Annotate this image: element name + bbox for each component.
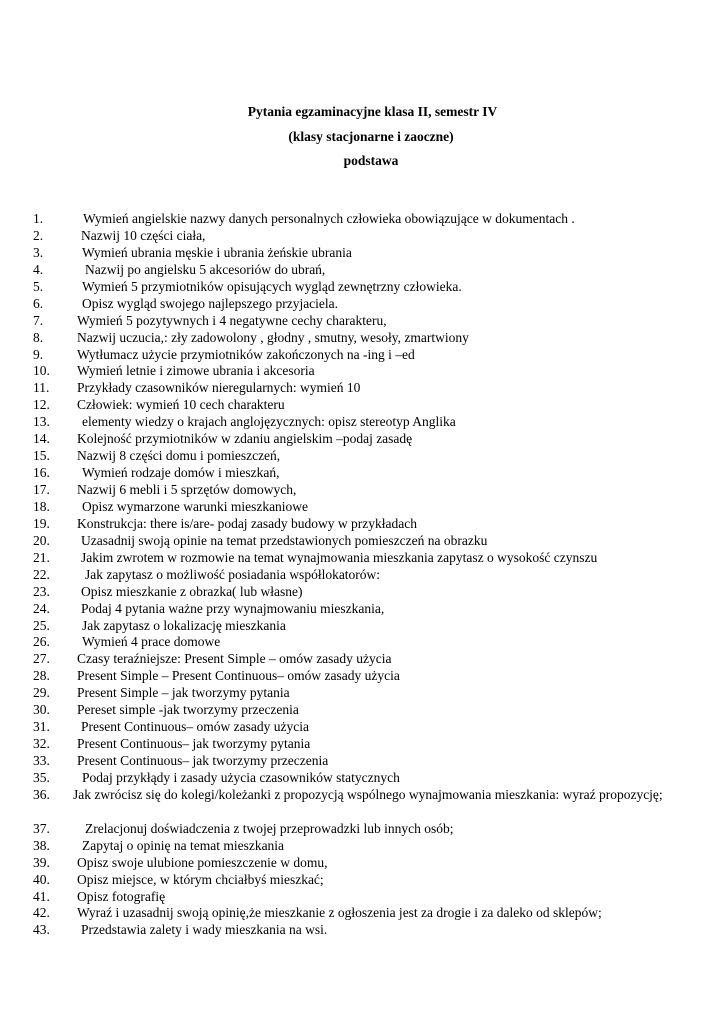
- item-number: 24.: [33, 600, 50, 616]
- item-text: elementy wiedzy o krajach anglojęzycznych: opisz stereotyp Anglika: [82, 414, 456, 430]
- item-text: Present Simple – jak tworzymy pytania: [77, 685, 290, 701]
- list-item: [33, 499, 693, 516]
- list-item: [33, 262, 693, 279]
- list-item: [33, 431, 693, 448]
- list-item: [33, 668, 693, 685]
- item-number: 3.: [33, 244, 44, 260]
- list-item: [33, 719, 693, 736]
- item-text: Opisz swoje ulubione pomieszczenie w domu,: [77, 854, 328, 870]
- item-number: 31.: [33, 719, 50, 735]
- list-item: [33, 414, 693, 431]
- item-number: 38.: [33, 837, 50, 853]
- list-item: [33, 245, 693, 262]
- list-item: [33, 634, 693, 651]
- item-number: 22.: [33, 566, 50, 582]
- item-text: Zrelacjonuj doświadczenia z twojej przeprowadzki lub innych osób;: [85, 820, 454, 836]
- item-number: 43.: [33, 922, 50, 938]
- list-item: [33, 330, 693, 347]
- item-text: Czasy teraźniejsze: Present Simple – omów zasady użycia: [77, 651, 392, 667]
- list-item: [33, 838, 693, 855]
- list-item: [33, 516, 693, 533]
- item-text: Opisz fotografię: [77, 888, 166, 904]
- item-number: 6.: [33, 295, 44, 311]
- list-item: [33, 279, 693, 296]
- list-item: [33, 584, 693, 601]
- list-item: [33, 380, 693, 397]
- item-text: Opisz mieszkanie z obrazka( lub własne): [81, 583, 303, 599]
- item-text: Wyraź i uzasadnij swoją opinię,że mieszkanie z ogłoszenia jest za drogie i za daleko od sklepów;: [77, 905, 602, 921]
- list-item: [33, 872, 693, 889]
- item-number: 29.: [33, 685, 50, 701]
- item-number: 28.: [33, 668, 50, 684]
- item-text: Present Continuous– jak tworzymy przeczenia: [77, 753, 329, 768]
- item-number: 30.: [33, 702, 50, 718]
- item-number: 33.: [33, 753, 50, 768]
- list-item: [33, 601, 693, 618]
- item-text: Nazwij po angielsku 5 akcesoriów do ubrań,: [85, 261, 326, 277]
- item-number: 8.: [33, 329, 44, 345]
- list-item: [33, 313, 693, 330]
- item-number: 2.: [33, 227, 44, 243]
- item-number: 15.: [33, 448, 50, 464]
- item-number: 1.: [33, 211, 44, 226]
- item-number: 20.: [33, 532, 50, 548]
- document-level: podstawa: [343, 153, 399, 168]
- list-item: [33, 296, 693, 313]
- item-number: 26.: [33, 634, 50, 650]
- list-item: [33, 855, 693, 872]
- list-item: [33, 922, 693, 939]
- item-number: 39.: [33, 854, 50, 870]
- item-number: 12.: [33, 397, 50, 413]
- item-text: Przykłady czasowników nieregularnych: wymień 10: [77, 380, 361, 396]
- list-item: [33, 482, 693, 499]
- list-item: [33, 905, 693, 922]
- list-item: [33, 211, 693, 228]
- item-text: Present Simple – Present Continuous– omów zasady użycia: [77, 668, 400, 684]
- item-number: 41.: [33, 888, 50, 904]
- document-subtitle: (klasy stacjonarne i zaoczne): [288, 128, 454, 144]
- list-item: [33, 685, 693, 702]
- item-text: Wytłumacz użycie przymiotników zakończonych na -ing i –ed: [77, 346, 415, 362]
- item-number: 27.: [33, 651, 50, 667]
- document-header: [0, 103, 725, 177]
- item-number: 35.: [33, 769, 50, 785]
- list-item: [33, 889, 693, 906]
- item-text: Podaj 4 pytania ważne przy wynajmowaniu mieszkania,: [81, 600, 385, 616]
- item-text: Kolejność przymiotników w zdaniu angielskim –podaj zasadę: [77, 431, 413, 447]
- item-text: Wymień ubrania męskie i ubrania żeńskie ubrania: [82, 244, 352, 260]
- item-number: 23.: [33, 583, 50, 599]
- item-number: 19.: [33, 515, 50, 531]
- list-item: [33, 787, 693, 821]
- list-item: [33, 550, 693, 567]
- item-number: 13.: [33, 414, 50, 430]
- item-text: Wymień rodzaje domów i mieszkań,: [82, 465, 280, 481]
- item-text: Present Continuous– jak tworzymy pytania: [77, 736, 311, 752]
- list-item: [33, 736, 693, 753]
- item-text: Opisz wygląd swojego najlepszego przyjaciela.: [82, 295, 339, 311]
- item-number: 17.: [33, 482, 50, 497]
- item-text: Konstrukcja: there is/are- podaj zasady budowy w przykładach: [77, 515, 418, 531]
- item-text: Człowiek: wymień 10 cech charakteru: [77, 397, 285, 413]
- item-number: 37.: [33, 820, 50, 836]
- item-text: Pereset simple -jak tworzymy przeczenia: [77, 702, 299, 718]
- item-number: 21.: [33, 549, 50, 565]
- item-number: 40.: [33, 871, 50, 887]
- item-number: 9.: [33, 346, 44, 362]
- list-item: [33, 347, 693, 364]
- list-item: [33, 465, 693, 482]
- list-item: [33, 753, 693, 770]
- list-item: [33, 618, 693, 635]
- question-list: [33, 211, 693, 939]
- item-text: Wymień angielskie nazwy danych personalnych człowieka obowiązujące w dokumentach .: [83, 211, 575, 226]
- item-number: 4.: [33, 261, 44, 277]
- item-text: Jakim zwrotem w rozmowie na temat wynajmowania mieszkania zapytasz o wysokość czynszu: [81, 549, 598, 565]
- item-text: Opisz wymarzone warunki mieszkaniowe: [82, 498, 309, 514]
- item-number: 14.: [33, 431, 50, 447]
- list-item: [33, 533, 693, 550]
- list-item: [33, 397, 693, 414]
- item-text: Podaj przykłądy i zasady użycia czasowników statycznych: [82, 769, 400, 785]
- list-item: [33, 363, 693, 380]
- document-title: Pytania egzaminacyjne klasa II, semestr IV: [247, 104, 498, 119]
- item-text: Jak zapytasz o możliwość posiadania współlokatorów:: [85, 566, 381, 582]
- item-text: Jak zapytasz o lokalizację mieszkania: [82, 617, 286, 633]
- item-text: Zapytaj o opinię na temat mieszkania: [82, 837, 285, 853]
- item-text: Wymień 5 pozytywnych i 4 negatywne cechy charakteru,: [77, 312, 387, 328]
- list-item: [33, 770, 693, 787]
- item-number: 36.: [33, 786, 50, 802]
- item-text: Opisz miejsce, w którym chciałbyś mieszkać;: [77, 871, 324, 887]
- list-item: [33, 228, 693, 245]
- item-number: 32.: [33, 736, 50, 752]
- list-item: [33, 821, 693, 838]
- item-number: 18.: [33, 498, 50, 514]
- item-number: 10.: [33, 363, 50, 379]
- item-number: 11.: [33, 380, 50, 396]
- list-item: [33, 651, 693, 668]
- item-text: Present Continuous– omów zasady użycia: [81, 719, 309, 735]
- item-text: Wymień 4 prace domowe: [82, 634, 221, 650]
- list-item: [33, 702, 693, 719]
- item-text: Wymień 5 przymiotników opisujących wygląd zewnętrzny człowieka.: [82, 278, 462, 294]
- item-text: Nazwij 6 mebli i 5 sprzętów domowych,: [77, 482, 297, 497]
- list-item: [33, 448, 693, 465]
- item-number: 7.: [33, 312, 44, 328]
- list-item: [33, 567, 693, 584]
- item-number: 16.: [33, 465, 50, 481]
- item-text: Jak zwrócisz się do kolegi/koleżanki z propozycją wspólnego wynajmowania mieszkania: wyraź propozycję;: [73, 786, 663, 802]
- item-text: Wymień letnie i zimowe ubrania i akcesoria: [77, 363, 315, 379]
- item-number: 25.: [33, 617, 50, 633]
- item-text: Nazwij 10 części ciała,: [81, 227, 206, 243]
- item-text: Przedstawia zalety i wady mieszkania na wsi.: [81, 922, 328, 938]
- item-number: 42.: [33, 905, 50, 921]
- item-text: Uzasadnij swoją opinie na temat przedstawionych pomieszczeń na obrazku: [81, 532, 488, 548]
- item-number: 5.: [33, 278, 44, 294]
- item-text: Nazwij 8 części domu i pomieszczeń,: [77, 448, 281, 464]
- item-text: Nazwij uczucia,: zły zadowolony , głodny , smutny, wesoły, zmartwiony: [77, 329, 469, 345]
